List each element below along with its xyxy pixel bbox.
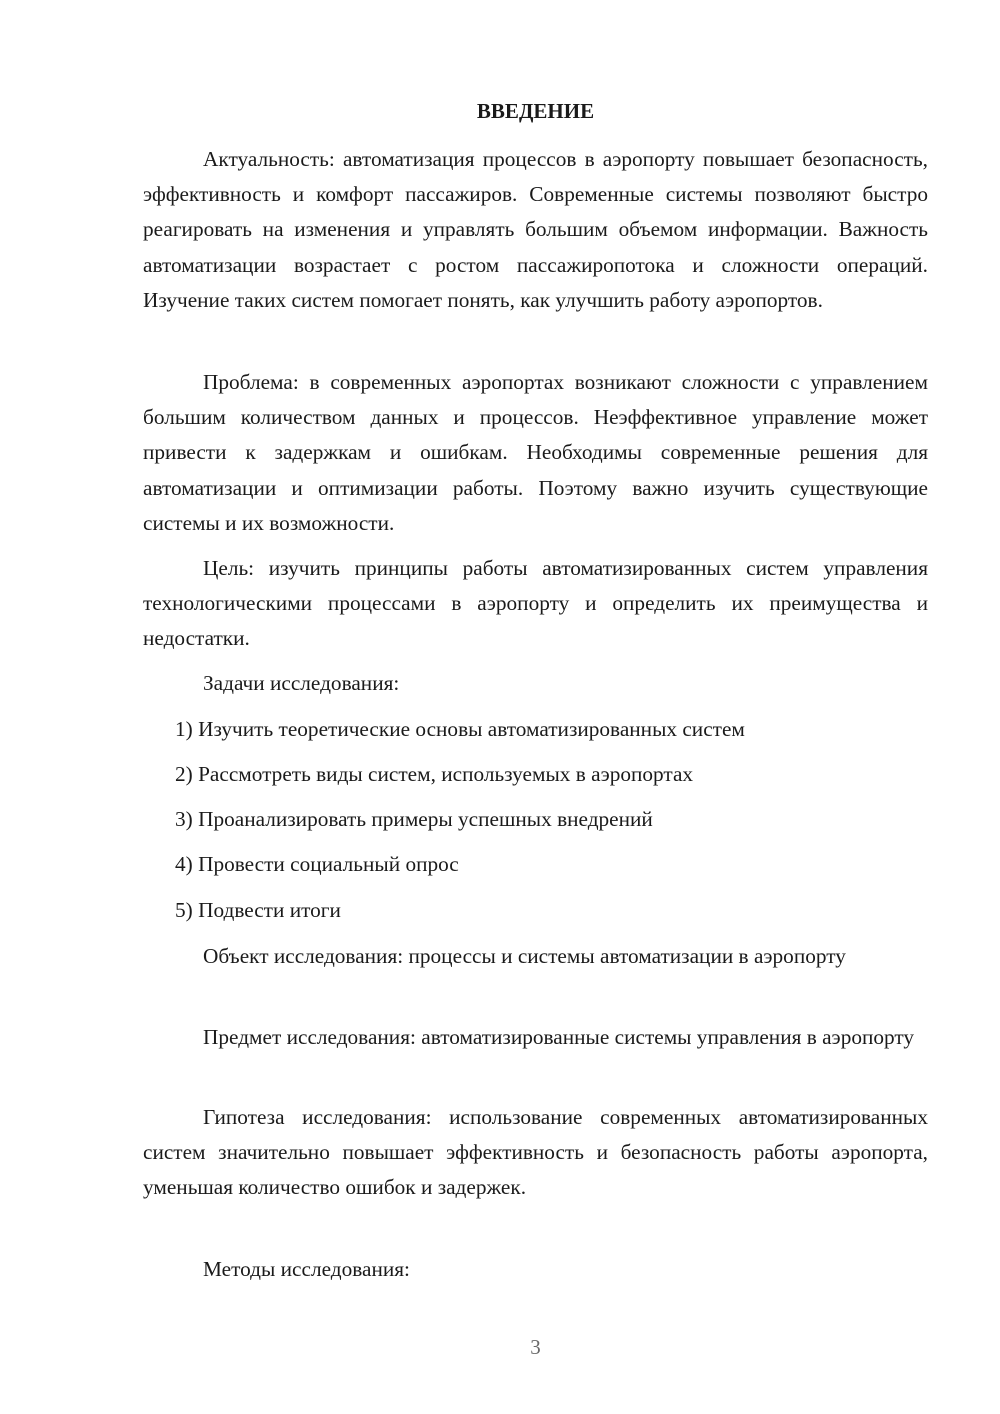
relevance-paragraph: Актуальность: автоматизация процессов в аэропорту повышает безопасность, эффективность и комфорт пассажиров. Современные системы позволяют быстро реагировать на изменения и управлять большим объемом информации. Важность автоматизации возрастает с ростом пассажиропотока и сложности операций. Изучение таких систем помогает понять, как улучшить работу аэропортов. bbox=[143, 147, 928, 312]
methods-heading: Методы исследования: bbox=[203, 1257, 410, 1281]
hypothesis-paragraph: Гипотеза исследования: использование современных автоматизированных систем значительно повышает эффективность и безопасность работы аэропорта, уменьшая количество ошибок и задержек. bbox=[143, 1105, 928, 1200]
task-item: 1) Изучить теоретические основы автоматизированных систем bbox=[175, 717, 745, 741]
object-paragraph: Объект исследования: процессы и системы автоматизации в аэропорту bbox=[203, 944, 846, 968]
task-item: 4) Провести социальный опрос bbox=[175, 852, 459, 876]
task-item: 5) Подвести итоги bbox=[175, 898, 341, 922]
task-item: 2) Рассмотреть виды систем, используемых в аэропортах bbox=[175, 762, 694, 786]
task-item: 3) Проанализировать примеры успешных внедрений bbox=[175, 807, 653, 831]
goal-paragraph: Цель: изучить принципы работы автоматизированных систем управления технологическими процессами в аэропорту и определить их преимущества и недостатки. bbox=[143, 556, 928, 651]
page-title: ВВЕДЕНИЕ bbox=[476, 99, 595, 123]
problem-paragraph: Проблема: в современных аэропортах возникают сложности с управлением большим количеством данных и процессов. Неэффективное управление может привести к задержкам и ошибкам. Необходимы современные решения для автоматизации и оптимизации работы. Поэтому важно изучить существующие системы и их возможности. bbox=[143, 370, 928, 535]
page-number: 3 bbox=[530, 1335, 541, 1359]
subject-paragraph: Предмет исследования: автоматизированные системы управления в аэропорту bbox=[203, 1025, 915, 1049]
document-page bbox=[143, 0, 928, 1414]
tasks-heading: Задачи исследования: bbox=[203, 671, 400, 695]
